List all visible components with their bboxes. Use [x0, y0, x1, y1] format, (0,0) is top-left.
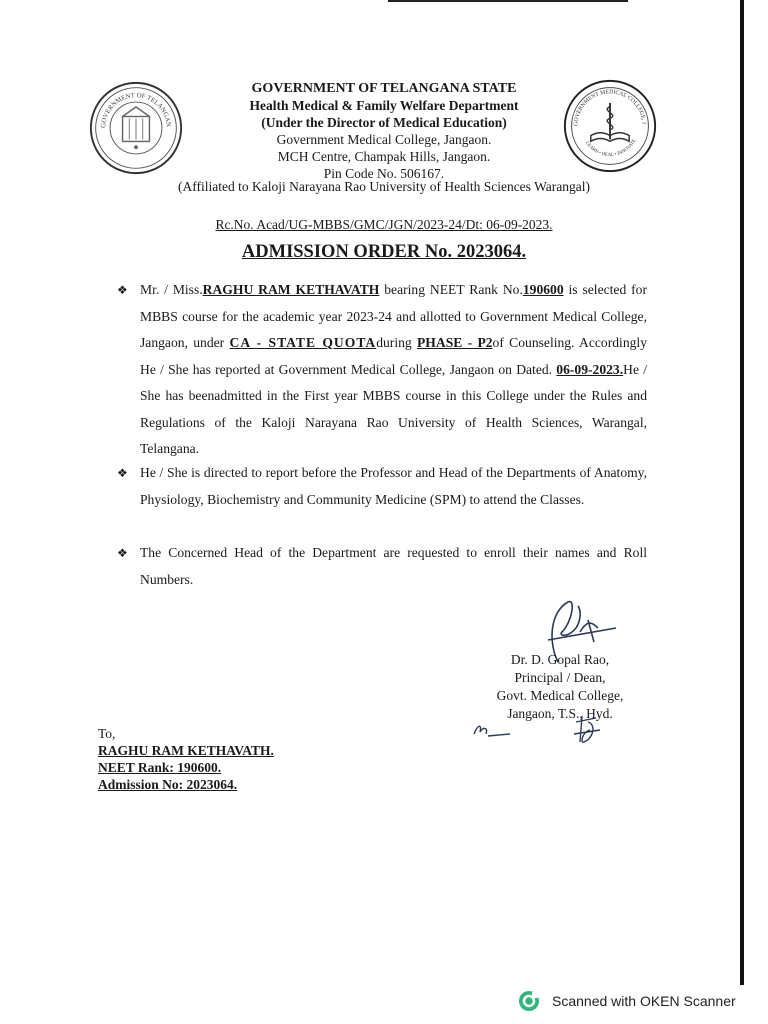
college-address: MCH Centre, Champak Hills, Jangaon. [277, 149, 491, 164]
quota: CA - STATE QUOTA [229, 335, 377, 350]
phase: PHASE - P2 [417, 335, 493, 350]
document-title: ADMISSION ORDER No. 2023064. [241, 242, 527, 262]
recipient-rank: NEET Rank: 190600. [98, 760, 222, 775]
emblem-ring-text: GOVERNMENT OF TELANGAN [100, 92, 172, 129]
neet-rank: 190600 [522, 282, 564, 297]
bullet-icon: ❖ [117, 466, 128, 480]
college-name: Government Medical College, Jangaon. [276, 132, 492, 147]
page-edge-line [740, 0, 744, 985]
department-name: Health Medical & Family Welfare Department [249, 98, 519, 113]
signatory-org: Govt. Medical College, [496, 688, 624, 703]
bullet-icon: ❖ [117, 283, 128, 297]
reference-number: Rc.No. Acad/UG-MBBS/GMC/JGN/2023-24/Dt: 06-09-2023. [215, 217, 553, 232]
signatory-name: Dr. D. Gopal Rao, [510, 652, 610, 667]
pin-code: Pin Code No. 506167. [323, 166, 445, 181]
college-seal-ring-text: GOVERNMENT MEDICAL COLLEGE, J [573, 89, 647, 127]
college-seal-motto: LEARN • HEAL • INNOVATE [584, 138, 638, 159]
to-label: To, [98, 726, 116, 741]
signatory-place: Jangaon, T.S., Hyd. [507, 706, 613, 721]
bullet-icon: ❖ [117, 546, 128, 560]
top-border-line [388, 0, 628, 2]
report-paragraph: He / She is directed to report before the Professor and Head of the Departments of Anatomy, Physiology, Biochemistry and Community Medicine (SPM) to attend the Classes. [140, 465, 647, 507]
enroll-paragraph: The Concerned Head of the Department are requested to enroll their names and Roll Numbers. [140, 545, 647, 587]
student-name: RAGHU RAM KETHAVATH [202, 282, 380, 297]
oken-scanner-logo-icon [518, 990, 540, 1012]
recipient-admission-no: Admission No: 2023064. [98, 777, 238, 792]
signatory-block [475, 651, 645, 723]
recipient-name: RAGHU RAM KETHAVATH. [98, 743, 274, 758]
letterhead [100, 80, 668, 182]
reporting-date: 06-09-2023. [556, 361, 624, 377]
scanner-text: Scanned with OKEN Scanner [552, 993, 736, 1009]
recipient-block [98, 725, 274, 793]
govt-name: GOVERNMENT OF TELANGANA STATE [251, 81, 517, 96]
initials-signature [470, 720, 514, 742]
affiliation: (Affiliated to Kaloji Narayana Rao University of Health Sciences Warangal) [178, 179, 590, 194]
directorate: (Under the Director of Medical Education) [261, 115, 507, 130]
admission-paragraph: Mr. / Miss.RAGHU RAM KETHAVATH bearing NEET Rank No.190600 is selected for MBBS course for the academic year 2023-24 and allotted to Government Medical College, Jangaon, under CA - STATE QUOTAduring PHASE - P2of Counseling. Accordingly He / She has reported at Government Medical College, Jangaon on Dated. 06-09-2023.He / She has beenadmitted in the First year MBBS course in this College under the Rules and Regulations of the Kaloji Narayana Rao University of Health Sciences, Warangal, Telangana. [140, 282, 647, 456]
signatory-role: Principal / Dean, [514, 670, 606, 685]
initials-signature [570, 712, 604, 748]
scanner-watermark [518, 990, 736, 1012]
